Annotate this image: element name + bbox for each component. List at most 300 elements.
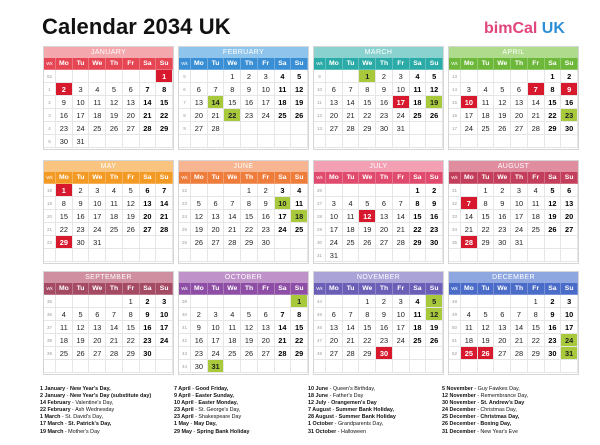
day-cell[interactable]: 19 bbox=[106, 109, 123, 122]
day-cell[interactable]: 13 bbox=[208, 210, 225, 223]
day-cell[interactable]: 6 bbox=[326, 308, 343, 321]
day-cell[interactable]: 1 bbox=[359, 295, 376, 308]
day-cell[interactable]: 23 bbox=[494, 223, 511, 236]
day-cell[interactable]: 30 bbox=[258, 236, 275, 249]
day-cell[interactable]: 29 bbox=[291, 347, 308, 360]
day-cell[interactable]: 21 bbox=[224, 223, 241, 236]
holiday-day-cell[interactable]: 26 bbox=[478, 347, 495, 360]
day-cell[interactable]: 12 bbox=[494, 96, 511, 109]
day-cell[interactable]: 27 bbox=[511, 122, 528, 135]
day-cell[interactable]: 13 bbox=[89, 321, 106, 334]
day-cell[interactable]: 13 bbox=[191, 96, 208, 109]
day-cell[interactable]: 25 bbox=[291, 223, 308, 236]
day-cell[interactable]: 16 bbox=[56, 109, 73, 122]
day-cell[interactable]: 27 bbox=[140, 223, 157, 236]
day-cell[interactable]: 11 bbox=[410, 308, 427, 321]
day-cell[interactable]: 11 bbox=[528, 197, 545, 210]
day-cell[interactable]: 8 bbox=[241, 197, 258, 210]
day-cell[interactable]: 15 bbox=[410, 210, 427, 223]
day-cell[interactable]: 3 bbox=[208, 308, 225, 321]
day-cell[interactable]: 18 bbox=[224, 334, 241, 347]
day-cell[interactable]: 10 bbox=[89, 197, 106, 210]
day-cell[interactable]: 1 bbox=[528, 295, 545, 308]
day-cell[interactable]: 26 bbox=[291, 109, 308, 122]
day-cell[interactable]: 25 bbox=[478, 122, 495, 135]
day-cell[interactable]: 16 bbox=[376, 321, 393, 334]
day-cell[interactable]: 15 bbox=[241, 210, 258, 223]
day-cell[interactable]: 4 bbox=[528, 184, 545, 197]
day-cell[interactable]: 16 bbox=[258, 210, 275, 223]
day-cell[interactable]: 2 bbox=[545, 295, 562, 308]
day-cell[interactable]: 7 bbox=[106, 308, 123, 321]
day-cell[interactable]: 23 bbox=[191, 347, 208, 360]
day-cell[interactable]: 19 bbox=[291, 96, 308, 109]
day-cell[interactable]: 14 bbox=[343, 96, 360, 109]
day-cell[interactable]: 20 bbox=[561, 210, 578, 223]
day-cell[interactable]: 13 bbox=[326, 96, 343, 109]
day-cell[interactable]: 15 bbox=[545, 96, 562, 109]
day-cell[interactable]: 15 bbox=[528, 321, 545, 334]
holiday-day-cell[interactable]: 1 bbox=[56, 184, 73, 197]
day-cell[interactable]: 11 bbox=[478, 96, 495, 109]
holiday-day-cell[interactable]: 7 bbox=[461, 197, 478, 210]
day-cell[interactable]: 27 bbox=[326, 347, 343, 360]
day-cell[interactable]: 13 bbox=[140, 197, 157, 210]
day-cell[interactable]: 5 bbox=[106, 83, 123, 96]
day-cell[interactable]: 15 bbox=[156, 96, 173, 109]
observance-day-cell[interactable]: 12 bbox=[426, 308, 443, 321]
day-cell[interactable]: 12 bbox=[545, 197, 562, 210]
day-cell[interactable]: 14 bbox=[511, 321, 528, 334]
day-cell[interactable]: 9 bbox=[376, 308, 393, 321]
day-cell[interactable]: 21 bbox=[275, 334, 292, 347]
day-cell[interactable]: 30 bbox=[191, 360, 208, 373]
day-cell[interactable]: 12 bbox=[478, 321, 495, 334]
day-cell[interactable]: 30 bbox=[56, 135, 73, 148]
day-cell[interactable]: 17 bbox=[73, 109, 90, 122]
day-cell[interactable]: 1 bbox=[123, 295, 140, 308]
day-cell[interactable]: 6 bbox=[494, 308, 511, 321]
day-cell[interactable]: 19 bbox=[191, 223, 208, 236]
day-cell[interactable]: 5 bbox=[359, 197, 376, 210]
day-cell[interactable]: 18 bbox=[410, 321, 427, 334]
observance-day-cell[interactable]: 1 bbox=[359, 70, 376, 83]
observance-day-cell[interactable]: 24 bbox=[561, 334, 578, 347]
day-cell[interactable]: 27 bbox=[89, 347, 106, 360]
day-cell[interactable]: 26 bbox=[241, 347, 258, 360]
day-cell[interactable]: 3 bbox=[393, 70, 410, 83]
day-cell[interactable]: 5 bbox=[241, 308, 258, 321]
day-cell[interactable]: 24 bbox=[393, 334, 410, 347]
day-cell[interactable]: 15 bbox=[359, 96, 376, 109]
day-cell[interactable]: 17 bbox=[561, 321, 578, 334]
day-cell[interactable]: 20 bbox=[326, 334, 343, 347]
day-cell[interactable]: 4 bbox=[461, 308, 478, 321]
day-cell[interactable]: 24 bbox=[258, 109, 275, 122]
day-cell[interactable]: 4 bbox=[89, 83, 106, 96]
day-cell[interactable]: 24 bbox=[208, 347, 225, 360]
day-cell[interactable]: 22 bbox=[123, 334, 140, 347]
day-cell[interactable]: 6 bbox=[258, 308, 275, 321]
day-cell[interactable]: 22 bbox=[156, 109, 173, 122]
day-cell[interactable]: 7 bbox=[224, 197, 241, 210]
day-cell[interactable]: 11 bbox=[56, 321, 73, 334]
day-cell[interactable]: 29 bbox=[241, 236, 258, 249]
day-cell[interactable]: 4 bbox=[275, 70, 292, 83]
day-cell[interactable]: 6 bbox=[191, 83, 208, 96]
day-cell[interactable]: 8 bbox=[359, 308, 376, 321]
day-cell[interactable]: 3 bbox=[561, 295, 578, 308]
holiday-day-cell[interactable]: 7 bbox=[528, 83, 545, 96]
day-cell[interactable]: 11 bbox=[275, 83, 292, 96]
day-cell[interactable]: 21 bbox=[393, 223, 410, 236]
day-cell[interactable]: 14 bbox=[156, 197, 173, 210]
day-cell[interactable]: 24 bbox=[73, 122, 90, 135]
day-cell[interactable]: 1 bbox=[241, 184, 258, 197]
day-cell[interactable]: 11 bbox=[461, 321, 478, 334]
day-cell[interactable]: 3 bbox=[393, 295, 410, 308]
day-cell[interactable]: 18 bbox=[343, 223, 360, 236]
day-cell[interactable]: 19 bbox=[123, 210, 140, 223]
day-cell[interactable]: 11 bbox=[291, 197, 308, 210]
day-cell[interactable]: 26 bbox=[191, 236, 208, 249]
day-cell[interactable]: 5 bbox=[545, 184, 562, 197]
day-cell[interactable]: 29 bbox=[545, 122, 562, 135]
day-cell[interactable]: 30 bbox=[376, 122, 393, 135]
day-cell[interactable]: 1 bbox=[478, 184, 495, 197]
day-cell[interactable]: 2 bbox=[376, 295, 393, 308]
day-cell[interactable]: 28 bbox=[393, 236, 410, 249]
day-cell[interactable]: 28 bbox=[208, 122, 225, 135]
day-cell[interactable]: 25 bbox=[275, 109, 292, 122]
day-cell[interactable]: 20 bbox=[511, 109, 528, 122]
day-cell[interactable]: 12 bbox=[123, 197, 140, 210]
day-cell[interactable]: 21 bbox=[208, 109, 225, 122]
observance-day-cell[interactable]: 14 bbox=[208, 96, 225, 109]
day-cell[interactable]: 30 bbox=[140, 347, 157, 360]
day-cell[interactable]: 17 bbox=[511, 210, 528, 223]
day-cell[interactable]: 25 bbox=[528, 223, 545, 236]
day-cell[interactable]: 20 bbox=[89, 334, 106, 347]
day-cell[interactable]: 14 bbox=[393, 210, 410, 223]
day-cell[interactable]: 20 bbox=[494, 334, 511, 347]
day-cell[interactable]: 17 bbox=[156, 321, 173, 334]
day-cell[interactable]: 14 bbox=[106, 321, 123, 334]
day-cell[interactable]: 29 bbox=[478, 236, 495, 249]
day-cell[interactable]: 7 bbox=[393, 197, 410, 210]
day-cell[interactable]: 14 bbox=[461, 210, 478, 223]
day-cell[interactable]: 3 bbox=[511, 184, 528, 197]
day-cell[interactable]: 6 bbox=[123, 83, 140, 96]
day-cell[interactable]: 30 bbox=[545, 347, 562, 360]
day-cell[interactable]: 26 bbox=[545, 223, 562, 236]
day-cell[interactable]: 6 bbox=[326, 83, 343, 96]
day-cell[interactable]: 13 bbox=[561, 197, 578, 210]
day-cell[interactable]: 15 bbox=[123, 321, 140, 334]
day-cell[interactable]: 2 bbox=[73, 184, 90, 197]
day-cell[interactable]: 8 bbox=[545, 83, 562, 96]
day-cell[interactable]: 7 bbox=[140, 83, 157, 96]
day-cell[interactable]: 11 bbox=[343, 210, 360, 223]
day-cell[interactable]: 21 bbox=[511, 334, 528, 347]
day-cell[interactable]: 18 bbox=[461, 334, 478, 347]
day-cell[interactable]: 27 bbox=[494, 347, 511, 360]
day-cell[interactable]: 28 bbox=[511, 347, 528, 360]
day-cell[interactable]: 13 bbox=[258, 321, 275, 334]
observance-day-cell[interactable]: 18 bbox=[291, 210, 308, 223]
day-cell[interactable]: 25 bbox=[56, 347, 73, 360]
day-cell[interactable]: 17 bbox=[258, 96, 275, 109]
day-cell[interactable]: 23 bbox=[73, 223, 90, 236]
day-cell[interactable]: 25 bbox=[106, 223, 123, 236]
day-cell[interactable]: 20 bbox=[376, 223, 393, 236]
day-cell[interactable]: 6 bbox=[511, 83, 528, 96]
day-cell[interactable]: 26 bbox=[359, 236, 376, 249]
day-cell[interactable]: 19 bbox=[241, 334, 258, 347]
day-cell[interactable]: 10 bbox=[393, 308, 410, 321]
day-cell[interactable]: 10 bbox=[73, 96, 90, 109]
day-cell[interactable]: 18 bbox=[56, 334, 73, 347]
day-cell[interactable]: 15 bbox=[478, 210, 495, 223]
holiday-day-cell[interactable]: 28 bbox=[461, 236, 478, 249]
day-cell[interactable]: 16 bbox=[561, 96, 578, 109]
holiday-day-cell[interactable]: 29 bbox=[56, 236, 73, 249]
day-cell[interactable]: 6 bbox=[376, 197, 393, 210]
day-cell[interactable]: 16 bbox=[140, 321, 157, 334]
day-cell[interactable]: 13 bbox=[123, 96, 140, 109]
day-cell[interactable]: 13 bbox=[326, 321, 343, 334]
day-cell[interactable]: 14 bbox=[275, 321, 292, 334]
day-cell[interactable]: 23 bbox=[426, 223, 443, 236]
holiday-day-cell[interactable]: 9 bbox=[561, 83, 578, 96]
day-cell[interactable]: 20 bbox=[140, 210, 157, 223]
day-cell[interactable]: 31 bbox=[326, 249, 343, 262]
day-cell[interactable]: 8 bbox=[478, 197, 495, 210]
day-cell[interactable]: 13 bbox=[494, 321, 511, 334]
day-cell[interactable]: 30 bbox=[73, 236, 90, 249]
day-cell[interactable]: 29 bbox=[410, 236, 427, 249]
day-cell[interactable]: 14 bbox=[343, 321, 360, 334]
day-cell[interactable]: 9 bbox=[426, 197, 443, 210]
day-cell[interactable]: 30 bbox=[426, 236, 443, 249]
day-cell[interactable]: 7 bbox=[511, 308, 528, 321]
day-cell[interactable]: 26 bbox=[426, 334, 443, 347]
day-cell[interactable]: 10 bbox=[326, 210, 343, 223]
day-cell[interactable]: 1 bbox=[410, 184, 427, 197]
day-cell[interactable]: 16 bbox=[376, 96, 393, 109]
day-cell[interactable]: 21 bbox=[156, 210, 173, 223]
day-cell[interactable]: 14 bbox=[528, 96, 545, 109]
day-cell[interactable]: 9 bbox=[241, 83, 258, 96]
day-cell[interactable]: 5 bbox=[73, 308, 90, 321]
day-cell[interactable]: 26 bbox=[73, 347, 90, 360]
day-cell[interactable]: 30 bbox=[494, 236, 511, 249]
day-cell[interactable]: 13 bbox=[376, 210, 393, 223]
day-cell[interactable]: 25 bbox=[410, 109, 427, 122]
day-cell[interactable]: 10 bbox=[258, 83, 275, 96]
day-cell[interactable]: 18 bbox=[275, 96, 292, 109]
day-cell[interactable]: 22 bbox=[359, 109, 376, 122]
observance-day-cell[interactable]: 22 bbox=[224, 109, 241, 122]
day-cell[interactable]: 20 bbox=[123, 109, 140, 122]
day-cell[interactable]: 8 bbox=[224, 83, 241, 96]
day-cell[interactable]: 22 bbox=[478, 223, 495, 236]
day-cell[interactable]: 15 bbox=[224, 96, 241, 109]
day-cell[interactable]: 15 bbox=[291, 321, 308, 334]
day-cell[interactable]: 11 bbox=[89, 96, 106, 109]
day-cell[interactable]: 12 bbox=[426, 83, 443, 96]
day-cell[interactable]: 5 bbox=[426, 70, 443, 83]
day-cell[interactable]: 21 bbox=[343, 109, 360, 122]
observance-day-cell[interactable]: 1 bbox=[291, 295, 308, 308]
day-cell[interactable]: 2 bbox=[140, 295, 157, 308]
day-cell[interactable]: 24 bbox=[275, 223, 292, 236]
day-cell[interactable]: 5 bbox=[478, 308, 495, 321]
day-cell[interactable]: 3 bbox=[326, 197, 343, 210]
day-cell[interactable]: 7 bbox=[275, 308, 292, 321]
day-cell[interactable]: 19 bbox=[494, 109, 511, 122]
day-cell[interactable]: 20 bbox=[258, 334, 275, 347]
day-cell[interactable]: 9 bbox=[140, 308, 157, 321]
day-cell[interactable]: 4 bbox=[291, 184, 308, 197]
day-cell[interactable]: 5 bbox=[123, 184, 140, 197]
day-cell[interactable]: 15 bbox=[359, 321, 376, 334]
day-cell[interactable]: 3 bbox=[275, 184, 292, 197]
day-cell[interactable]: 2 bbox=[376, 70, 393, 83]
day-cell[interactable]: 8 bbox=[56, 197, 73, 210]
day-cell[interactable]: 18 bbox=[89, 109, 106, 122]
day-cell[interactable]: 8 bbox=[359, 83, 376, 96]
day-cell[interactable]: 18 bbox=[106, 210, 123, 223]
day-cell[interactable]: 22 bbox=[56, 223, 73, 236]
day-cell[interactable]: 14 bbox=[140, 96, 157, 109]
day-cell[interactable]: 5 bbox=[191, 197, 208, 210]
day-cell[interactable]: 3 bbox=[156, 295, 173, 308]
day-cell[interactable]: 16 bbox=[426, 210, 443, 223]
holiday-day-cell[interactable]: 1 bbox=[156, 70, 173, 83]
day-cell[interactable]: 25 bbox=[224, 347, 241, 360]
day-cell[interactable]: 24 bbox=[461, 122, 478, 135]
day-cell[interactable]: 16 bbox=[241, 96, 258, 109]
day-cell[interactable]: 17 bbox=[89, 210, 106, 223]
day-cell[interactable]: 16 bbox=[73, 210, 90, 223]
day-cell[interactable]: 20 bbox=[191, 109, 208, 122]
day-cell[interactable]: 19 bbox=[426, 321, 443, 334]
day-cell[interactable]: 26 bbox=[106, 122, 123, 135]
day-cell[interactable]: 28 bbox=[224, 236, 241, 249]
day-cell[interactable]: 4 bbox=[56, 308, 73, 321]
holiday-day-cell[interactable]: 25 bbox=[461, 347, 478, 360]
day-cell[interactable]: 11 bbox=[410, 83, 427, 96]
day-cell[interactable]: 17 bbox=[393, 321, 410, 334]
day-cell[interactable]: 16 bbox=[545, 321, 562, 334]
day-cell[interactable]: 9 bbox=[56, 96, 73, 109]
day-cell[interactable]: 11 bbox=[224, 321, 241, 334]
day-cell[interactable]: 23 bbox=[258, 223, 275, 236]
day-cell[interactable]: 22 bbox=[291, 334, 308, 347]
day-cell[interactable]: 16 bbox=[494, 210, 511, 223]
observance-day-cell[interactable]: 31 bbox=[208, 360, 225, 373]
day-cell[interactable]: 21 bbox=[461, 223, 478, 236]
day-cell[interactable]: 1 bbox=[224, 70, 241, 83]
day-cell[interactable]: 28 bbox=[106, 347, 123, 360]
day-cell[interactable]: 24 bbox=[511, 223, 528, 236]
day-cell[interactable]: 23 bbox=[56, 122, 73, 135]
day-cell[interactable]: 4 bbox=[410, 295, 427, 308]
day-cell[interactable]: 19 bbox=[73, 334, 90, 347]
day-cell[interactable]: 27 bbox=[191, 122, 208, 135]
day-cell[interactable]: 29 bbox=[123, 347, 140, 360]
holiday-day-cell[interactable]: 12 bbox=[359, 210, 376, 223]
day-cell[interactable]: 27 bbox=[326, 122, 343, 135]
day-cell[interactable]: 12 bbox=[106, 96, 123, 109]
day-cell[interactable]: 28 bbox=[343, 347, 360, 360]
day-cell[interactable]: 7 bbox=[343, 83, 360, 96]
day-cell[interactable]: 29 bbox=[359, 347, 376, 360]
day-cell[interactable]: 21 bbox=[528, 109, 545, 122]
day-cell[interactable]: 25 bbox=[89, 122, 106, 135]
day-cell[interactable]: 23 bbox=[376, 109, 393, 122]
day-cell[interactable]: 10 bbox=[156, 308, 173, 321]
observance-day-cell[interactable]: 10 bbox=[275, 197, 292, 210]
day-cell[interactable]: 24 bbox=[326, 236, 343, 249]
day-cell[interactable]: 10 bbox=[393, 83, 410, 96]
day-cell[interactable]: 8 bbox=[528, 308, 545, 321]
day-cell[interactable]: 6 bbox=[208, 197, 225, 210]
day-cell[interactable]: 28 bbox=[140, 122, 157, 135]
holiday-day-cell[interactable]: 2 bbox=[56, 83, 73, 96]
observance-day-cell[interactable]: 5 bbox=[426, 295, 443, 308]
day-cell[interactable]: 8 bbox=[123, 308, 140, 321]
day-cell[interactable]: 28 bbox=[343, 122, 360, 135]
day-cell[interactable]: 25 bbox=[343, 236, 360, 249]
day-cell[interactable]: 8 bbox=[156, 83, 173, 96]
day-cell[interactable]: 12 bbox=[291, 83, 308, 96]
observance-day-cell[interactable]: 31 bbox=[561, 347, 578, 360]
day-cell[interactable]: 22 bbox=[410, 223, 427, 236]
day-cell[interactable]: 23 bbox=[376, 334, 393, 347]
day-cell[interactable]: 10 bbox=[208, 321, 225, 334]
day-cell[interactable]: 23 bbox=[140, 334, 157, 347]
day-cell[interactable]: 4 bbox=[478, 83, 495, 96]
day-cell[interactable]: 6 bbox=[140, 184, 157, 197]
holiday-day-cell[interactable]: 10 bbox=[461, 96, 478, 109]
day-cell[interactable]: 11 bbox=[106, 197, 123, 210]
day-cell[interactable]: 9 bbox=[73, 197, 90, 210]
day-cell[interactable]: 17 bbox=[326, 223, 343, 236]
day-cell[interactable]: 29 bbox=[156, 122, 173, 135]
day-cell[interactable]: 27 bbox=[123, 122, 140, 135]
day-cell[interactable]: 28 bbox=[156, 223, 173, 236]
day-cell[interactable]: 17 bbox=[275, 210, 292, 223]
day-cell[interactable]: 30 bbox=[561, 122, 578, 135]
holiday-day-cell[interactable]: 17 bbox=[393, 96, 410, 109]
day-cell[interactable]: 9 bbox=[258, 197, 275, 210]
day-cell[interactable]: 14 bbox=[224, 210, 241, 223]
day-cell[interactable]: 31 bbox=[73, 135, 90, 148]
day-cell[interactable]: 26 bbox=[426, 109, 443, 122]
day-cell[interactable]: 22 bbox=[545, 109, 562, 122]
day-cell[interactable]: 16 bbox=[191, 334, 208, 347]
day-cell[interactable]: 17 bbox=[461, 109, 478, 122]
day-cell[interactable]: 2 bbox=[426, 184, 443, 197]
day-cell[interactable]: 18 bbox=[478, 109, 495, 122]
day-cell[interactable]: 7 bbox=[208, 83, 225, 96]
day-cell[interactable]: 20 bbox=[326, 109, 343, 122]
day-cell[interactable]: 5 bbox=[291, 70, 308, 83]
day-cell[interactable]: 21 bbox=[140, 109, 157, 122]
day-cell[interactable]: 27 bbox=[208, 236, 225, 249]
